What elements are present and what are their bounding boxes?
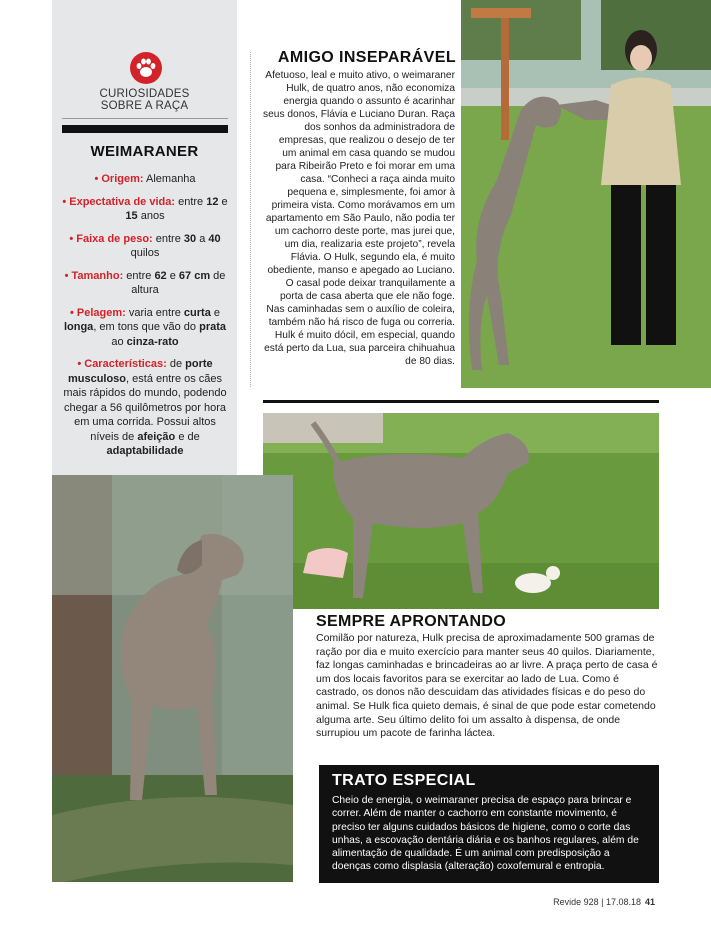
fact-pelagem: • Pelagem: varia entre curta e longa, em tons que vão do prata ao cinza-rato xyxy=(63,306,227,348)
box-title: TRATO ESPECIAL xyxy=(332,772,476,789)
fact-origem: • Origem: Alemanha xyxy=(94,173,196,185)
divider-thick xyxy=(62,125,228,133)
fact-peso: • Faixa de peso: entre 30 a 40 quilos xyxy=(69,232,221,259)
fact-expectativa: • Expectativa de vida: entre 12 e 15 anos xyxy=(62,195,228,222)
breed-facts-sidebar xyxy=(52,0,237,475)
photo-dog-with-chihuahua xyxy=(263,413,659,609)
sidebar-title: WEIMARANER xyxy=(90,143,199,160)
divider xyxy=(62,118,228,119)
article-body-amigo: Afetuoso, leal e muito ativo, o weimaraner Hulk, de quatro anos, não economiza energia quando o assunto é acarinhar seus donos, Flávia e Luciano Duran. Raça dos sonhos da administradora de empresas, que realizou o desejo de ter um animal em casa quando se mudou para Ribeirão Preto e foi morar em uma casa. “Conheci a raça ainda muito pequena e, simplesmente, foi amor à primeira vista. Como morávamos em um apartamento em São Paulo, não podia ter um cachorro deste porte, mas jurei que, um dia, realizaria este projeto”, revela Flávia. O Hulk, segundo ela, é muito obediente, manso e apegado ao Luciano. O casal pode deixar tranquilamente a porta de casa aberta que ele não foge. Nas caminhadas sem o auxílio de coleira, também não há risco de fuga ou correria. Hulk é muito dócil, em especial, quando está perto da Lua, sua parceira chihuahua de 80 dias. xyxy=(263,70,455,367)
sidebar-kicker: CURIOSIDADES SOBRE A RAÇA xyxy=(99,88,190,112)
facts-list xyxy=(60,172,230,467)
article-title-aprontando: SEMPRE APRONTANDO xyxy=(316,613,506,630)
article-title-amigo: AMIGO INSEPARÁVEL xyxy=(277,49,456,66)
article-body-aprontando: Comilão por natureza, Hulk precisa de aproximadamente 500 gramas de ração por dia e muito exercício para manter seus 40 quilos. Diariamente, faz longas caminhadas e brincadeiras ao ar livre. A praça perto de casa é um dos locais favoritos para se exercitar ao lado de Lua. Como é castrado, os donos não descuidam das atividades físicas e do peso do animal. Se Hulk fica quieto demais, é sinal de que pode estar cometendo alguma arte. Seu último delito foi um assalto à dispensa, de onde surrupiou um pacote de farinha láctea. xyxy=(316,632,658,740)
trato-especial-box xyxy=(319,765,659,883)
photo-dog-on-log xyxy=(52,475,293,882)
issue-info: Revide 928 | 17.08.18 xyxy=(553,897,641,907)
fact-caracteristicas: • Características: de porte musculoso, está entre os cães mais rápidos do mundo, podendo chegar a 56 quilômetros por hora em uma corrida. Possui altos níveis de afeição e de adaptabilidade xyxy=(63,358,227,457)
fact-tamanho: • Tamanho: entre 62 e 67 cm de altura xyxy=(64,269,226,296)
column-dotted-divider xyxy=(250,52,251,387)
box-body: Cheio de energia, o weimaraner precisa de espaço para brincar e correr. Além de manter o cachorro em constante movimento, é preciso ter alguns cuidados básicos de higiene, como o corte das unhas, a escovação dentária diária e os banhos regulares, além de alimentação de qualidade. É um animal com predisposição a doenças como displasia (alteração) coxofemural e entropia. xyxy=(332,795,639,873)
photo-woman-with-dog xyxy=(461,0,711,388)
paw-icon xyxy=(130,52,162,84)
page-footer xyxy=(553,897,655,907)
page-number: 41 xyxy=(644,897,655,907)
section-rule xyxy=(263,400,659,403)
